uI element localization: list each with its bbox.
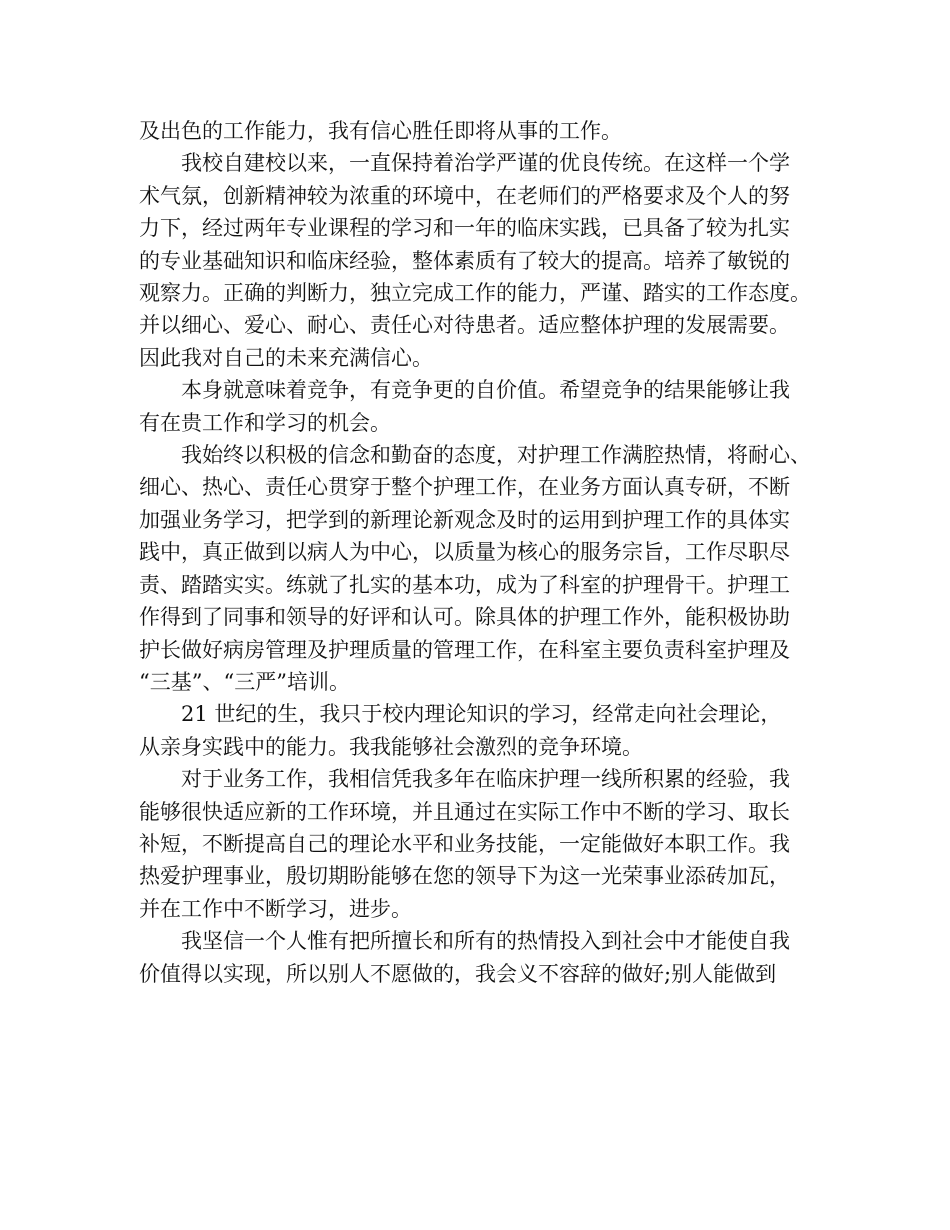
text-line: 21 世纪的生，我只于校内理论知识的学习，经常走向社会理论， [181,702,782,727]
text-line: 观察力。正确的判断力，独立完成工作的能力，严谨、踏实的工作态度。 [139,281,811,306]
text-line: 细心、热心、责任心贯穿于整个护理工作，在业务方面认真专研，不断 [139,475,790,500]
paragraph-3 [139,374,829,439]
text-line: 热爱护理事业，殷切期盼能够在您的领导下为这一光荣事业添砖加瓦， [139,864,790,889]
paragraph-1 [139,115,829,147]
paragraph-7 [139,925,829,990]
document-body [139,115,829,990]
text-line: 有在贵工作和学习的机会。 [139,410,391,435]
text-line: 对于业务工作，我相信凭我多年在临床护理一线所积累的经验，我 [181,767,790,792]
text-line: 作得到了同事和领导的好评和认可。除具体的护理工作外，能积极协助 [139,605,790,630]
text-line: 践中，真正做到以病人为中心，以质量为核心的服务宗旨，工作尽职尽 [139,540,790,565]
text-line: 我始终以积极的信念和勤奋的态度，对护理工作满腔热情，将耐心、 [181,443,811,468]
text-line: 我校自建校以来，一直保持着治学严谨的优良传统。在这样一个学 [181,151,790,176]
text-line: 的专业基础知识和临床经验，整体素质有了较大的提高。培养了敏锐的 [139,248,790,273]
text-line: 本身就意味着竞争，有竞争更的自价值。希望竞争的结果能够让我 [181,378,790,403]
text-line: 责、踏踏实实。练就了扎实的基本功，成为了科室的护理骨干。护理工 [139,572,790,597]
text-line: 及出色的工作能力，我有信心胜任即将从事的工作。 [139,119,622,143]
paragraph-4 [139,439,829,698]
text-line: 并以细心、爱心、耐心、责任心对待患者。适应整体护理的发展需要。 [139,313,790,338]
text-line: 价值得以实现，所以别人不愿做的，我会义不容辞的做好;别人能做到 [139,961,777,986]
text-line: 因此我对自己的未来充满信心。 [139,345,433,370]
text-line: 并在工作中不断学习，进步。 [139,896,412,921]
text-line: 护长做好病房管理及护理质量的管理工作，在科室主要负责科室护理及 [139,637,790,662]
paragraph-6 [139,763,829,925]
text-line: 加强业务学习，把学到的新理论新观念及时的运用到护理工作的具体实 [139,507,790,532]
text-line: 我坚信一个人惟有把所擅长和所有的热情投入到社会中才能使自我 [181,929,790,954]
text-line: 能够很快适应新的工作环境，并且通过在实际工作中不断的学习、取长 [139,799,790,824]
text-line: 从亲身实践中的能力。我我能够社会激烈的竞争环境。 [139,734,643,759]
text-line: 力下，经过两年专业课程的学习和一年的临床实践，已具备了较为扎实 [139,216,790,241]
paragraph-5 [139,698,829,763]
paragraph-2 [139,147,829,374]
text-line: 补短，不断提高自己的理论水平和业务技能，一定能做好本职工作。我 [139,831,790,856]
text-line: 术气氛，创新精神较为浓重的环境中，在老师们的严格要求及个人的努 [139,183,790,208]
text-line: “三基”、“三严”培训。 [139,669,350,694]
